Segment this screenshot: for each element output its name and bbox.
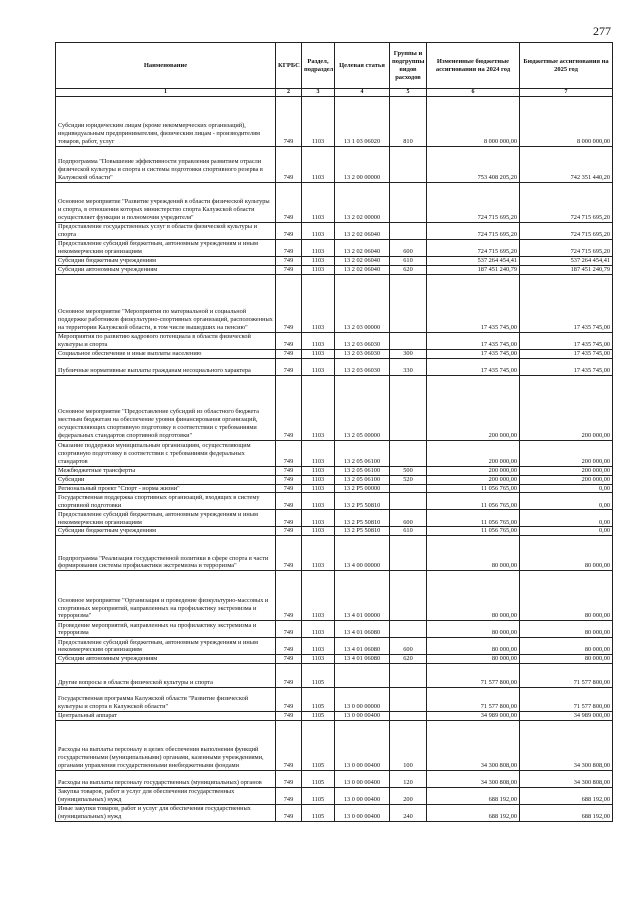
column-number: 2 <box>276 89 302 97</box>
row-section: 1103 <box>302 257 335 266</box>
row-amount-2025: 80 000,00 <box>520 571 613 621</box>
header-groups: Группы и подгруппы видов расходов <box>390 43 427 89</box>
row-section: 1103 <box>302 183 335 223</box>
table-row <box>56 332 613 349</box>
row-amount-2025: 688 192,00 <box>520 805 613 822</box>
row-kgrbs: 749 <box>276 349 302 358</box>
row-name: Проведение мероприятий, направленных на профилактику экстремизма и терроризма <box>56 621 276 638</box>
row-amount-2025: 71 577 800,00 <box>520 664 613 688</box>
row-kgrbs: 749 <box>276 510 302 527</box>
row-amount-2025: 0,00 <box>520 510 613 527</box>
row-kgrbs: 749 <box>276 332 302 349</box>
row-amount-2024: 724 715 695,20 <box>427 240 520 257</box>
row-group: 200 <box>390 788 427 805</box>
row-group: 610 <box>390 527 427 536</box>
table-row <box>56 712 613 721</box>
row-group: 620 <box>390 655 427 664</box>
row-kgrbs: 749 <box>276 638 302 655</box>
row-kgrbs: 749 <box>276 721 302 771</box>
row-name: Предоставление субсидий бюджетным, автономным учреждениям и иным некоммерческим организациям <box>56 638 276 655</box>
row-amount-2025: 187 451 240,79 <box>520 265 613 274</box>
header-name: Наименование <box>56 43 276 89</box>
row-amount-2025: 724 715 695,20 <box>520 223 613 240</box>
row-kgrbs: 749 <box>276 466 302 475</box>
row-group <box>390 223 427 240</box>
row-target: 13 4 00 00000 <box>335 536 390 571</box>
row-name: Другие вопросы в области физической культуры и спорта <box>56 664 276 688</box>
row-amount-2024: 80 000,00 <box>427 655 520 664</box>
row-kgrbs: 749 <box>276 527 302 536</box>
row-amount-2024: 724 715 695,20 <box>427 223 520 240</box>
row-section: 1105 <box>302 688 335 712</box>
table-row <box>56 97 613 147</box>
row-group <box>390 571 427 621</box>
row-target: 13 2 P5 00000 <box>335 484 390 493</box>
row-target: 13 4 01 06080 <box>335 638 390 655</box>
row-amount-2024: 200 000,00 <box>427 466 520 475</box>
table-row <box>56 510 613 527</box>
row-amount-2025: 200 000,00 <box>520 440 613 466</box>
row-section: 1103 <box>302 349 335 358</box>
table-row <box>56 147 613 183</box>
budget-table <box>55 42 613 822</box>
row-section: 1103 <box>302 440 335 466</box>
row-target: 13 4 01 00000 <box>335 571 390 621</box>
row-group: 240 <box>390 805 427 822</box>
row-kgrbs: 749 <box>276 265 302 274</box>
row-name: Субсидии бюджетным учреждениям <box>56 257 276 266</box>
row-section: 1103 <box>302 536 335 571</box>
row-kgrbs: 749 <box>276 183 302 223</box>
table-row <box>56 440 613 466</box>
row-name: Центральный аппарат <box>56 712 276 721</box>
row-amount-2025: 0,00 <box>520 493 613 510</box>
row-section: 1103 <box>302 97 335 147</box>
row-group <box>390 332 427 349</box>
row-kgrbs: 749 <box>276 688 302 712</box>
table-row <box>56 274 613 332</box>
row-name: Подпрограмма "Повышение эффективности управления развитием отрасли физической культуры и спорта и системы подготовки спортивного резерва в Калужской области" <box>56 147 276 183</box>
row-name: Субсидии бюджетным учреждениям <box>56 527 276 536</box>
row-target: 13 2 03 06030 <box>335 358 390 375</box>
table-row <box>56 688 613 712</box>
row-name: Субсидии автономным учреждениям <box>56 655 276 664</box>
row-amount-2025: 80 000,00 <box>520 536 613 571</box>
row-kgrbs: 749 <box>276 493 302 510</box>
row-kgrbs: 749 <box>276 788 302 805</box>
row-amount-2025: 34 989 000,00 <box>520 712 613 721</box>
row-amount-2025: 537 264 454,41 <box>520 257 613 266</box>
row-section: 1103 <box>302 638 335 655</box>
row-name: Основное мероприятие "Мероприятия по материальной и социальной поддержке работников физкультурно-спортивных организаций, расположенных на территории Калужской области, в том числе вышедших на пенсию" <box>56 274 276 332</box>
row-target: 13 4 01 06080 <box>335 621 390 638</box>
row-amount-2024: 34 300 808,00 <box>427 721 520 771</box>
row-amount-2024: 71 577 800,00 <box>427 664 520 688</box>
row-kgrbs: 749 <box>276 274 302 332</box>
row-amount-2025: 200 000,00 <box>520 475 613 484</box>
row-target: 13 2 02 00000 <box>335 183 390 223</box>
table-row <box>56 265 613 274</box>
row-group <box>390 274 427 332</box>
table-row <box>56 493 613 510</box>
row-kgrbs: 749 <box>276 621 302 638</box>
row-kgrbs: 749 <box>276 571 302 621</box>
row-name: Мероприятия по развитию кадрового потенциала в области физической культуры и спорта <box>56 332 276 349</box>
column-number-row <box>56 89 613 97</box>
row-group <box>390 484 427 493</box>
table-row <box>56 536 613 571</box>
row-section: 1105 <box>302 664 335 688</box>
row-amount-2024: 200 000,00 <box>427 475 520 484</box>
column-number: 1 <box>56 89 276 97</box>
row-kgrbs: 749 <box>276 655 302 664</box>
table-row <box>56 475 613 484</box>
row-target: 13 2 02 06040 <box>335 257 390 266</box>
row-group: 520 <box>390 475 427 484</box>
row-amount-2024: 34 300 808,00 <box>427 771 520 788</box>
row-section: 1103 <box>302 527 335 536</box>
row-amount-2025: 688 192,00 <box>520 788 613 805</box>
table-row <box>56 466 613 475</box>
row-amount-2025: 0,00 <box>520 484 613 493</box>
header-kgrbs: КГРБС <box>276 43 302 89</box>
table-row <box>56 664 613 688</box>
row-group: 120 <box>390 771 427 788</box>
row-name: Подпрограмма "Реализация государственной политики в сфере спорта в части формирования системы профилактики экстремизма и терроризма" <box>56 536 276 571</box>
row-section: 1103 <box>302 571 335 621</box>
row-section: 1103 <box>302 493 335 510</box>
row-amount-2025: 742 351 440,20 <box>520 147 613 183</box>
row-amount-2025: 80 000,00 <box>520 655 613 664</box>
row-amount-2024: 537 264 454,41 <box>427 257 520 266</box>
row-section: 1103 <box>302 332 335 349</box>
row-amount-2025: 80 000,00 <box>520 638 613 655</box>
row-name: Субсидии <box>56 475 276 484</box>
row-target: 13 2 03 06030 <box>335 332 390 349</box>
row-group: 600 <box>390 240 427 257</box>
row-kgrbs: 749 <box>276 223 302 240</box>
row-amount-2025: 34 300 808,00 <box>520 721 613 771</box>
row-name: Государственная поддержка спортивных организаций, входящих в систему спортивной подготовки <box>56 493 276 510</box>
row-kgrbs: 749 <box>276 440 302 466</box>
row-amount-2025: 80 000,00 <box>520 621 613 638</box>
row-kgrbs: 749 <box>276 805 302 822</box>
row-amount-2024: 200 000,00 <box>427 440 520 466</box>
column-number: 6 <box>427 89 520 97</box>
row-section: 1103 <box>302 274 335 332</box>
row-group <box>390 147 427 183</box>
row-name: Закупка товаров, работ и услуг для обеспечения государственных (муниципальных) нужд <box>56 788 276 805</box>
row-group: 810 <box>390 97 427 147</box>
row-kgrbs: 749 <box>276 375 302 440</box>
row-target: 13 0 00 00400 <box>335 788 390 805</box>
row-kgrbs: 749 <box>276 257 302 266</box>
row-amount-2025: 0,00 <box>520 527 613 536</box>
row-name: Оказание поддержки муниципальным организациям, осуществляющим спортивную подготовку в соответствии с требованиями федеральных стандартов <box>56 440 276 466</box>
table-row <box>56 358 613 375</box>
table-row <box>56 223 613 240</box>
row-section: 1105 <box>302 721 335 771</box>
table-row <box>56 805 613 822</box>
row-name: Региональный проект "Спорт - норма жизни" <box>56 484 276 493</box>
row-group <box>390 440 427 466</box>
row-kgrbs: 749 <box>276 147 302 183</box>
budget-table-body <box>56 97 613 822</box>
row-target: 13 2 03 00000 <box>335 274 390 332</box>
row-group: 330 <box>390 358 427 375</box>
row-group <box>390 375 427 440</box>
row-name: Предоставление субсидий бюджетным, автономным учреждениям и иным некоммерческим организациям <box>56 240 276 257</box>
row-group <box>390 621 427 638</box>
row-target <box>335 664 390 688</box>
header-section: Раздел, подраздел <box>302 43 335 89</box>
row-amount-2024: 11 056 765,00 <box>427 484 520 493</box>
row-group <box>390 493 427 510</box>
table-row <box>56 257 613 266</box>
row-kgrbs: 749 <box>276 771 302 788</box>
row-amount-2025: 17 435 745,00 <box>520 358 613 375</box>
table-row <box>56 788 613 805</box>
row-group: 600 <box>390 510 427 527</box>
table-row <box>56 638 613 655</box>
row-group: 600 <box>390 638 427 655</box>
row-amount-2025: 724 715 695,20 <box>520 183 613 223</box>
row-section: 1103 <box>302 223 335 240</box>
table-row <box>56 484 613 493</box>
table-row <box>56 375 613 440</box>
row-name: Иные закупки товаров, работ и услуг для обеспечения государственных (муниципальных) нужд <box>56 805 276 822</box>
row-name: Государственная программа Калужской области "Развитие физической культуры и спорта в Калужской области" <box>56 688 276 712</box>
row-amount-2025: 17 435 745,00 <box>520 349 613 358</box>
row-section: 1103 <box>302 147 335 183</box>
row-target: 13 2 02 06040 <box>335 240 390 257</box>
row-target: 13 0 00 00000 <box>335 688 390 712</box>
row-target: 13 2 P5 50810 <box>335 510 390 527</box>
row-kgrbs: 749 <box>276 664 302 688</box>
row-group <box>390 536 427 571</box>
row-name: Расходы на выплаты персоналу государственных (муниципальных) органов <box>56 771 276 788</box>
row-amount-2024: 34 989 000,00 <box>427 712 520 721</box>
row-section: 1103 <box>302 240 335 257</box>
row-section: 1105 <box>302 771 335 788</box>
row-target: 13 2 00 00000 <box>335 147 390 183</box>
row-kgrbs: 749 <box>276 240 302 257</box>
table-row <box>56 621 613 638</box>
row-amount-2024: 8 000 000,00 <box>427 97 520 147</box>
row-target: 13 1 03 06020 <box>335 97 390 147</box>
row-target: 13 2 05 06100 <box>335 440 390 466</box>
row-section: 1103 <box>302 510 335 527</box>
row-section: 1103 <box>302 265 335 274</box>
row-name: Социальное обеспечение и иные выплаты населению <box>56 349 276 358</box>
row-section: 1103 <box>302 466 335 475</box>
table-row <box>56 349 613 358</box>
row-amount-2024: 80 000,00 <box>427 536 520 571</box>
row-group: 620 <box>390 265 427 274</box>
row-target: 13 2 P5 50810 <box>335 527 390 536</box>
column-number: 4 <box>335 89 390 97</box>
row-kgrbs: 749 <box>276 475 302 484</box>
page-number: 277 <box>593 24 611 38</box>
row-amount-2024: 11 056 765,00 <box>427 493 520 510</box>
row-section: 1103 <box>302 375 335 440</box>
row-group <box>390 664 427 688</box>
row-name: Расходы на выплаты персоналу в целях обеспечения выполнения функций государственными (муниципальными) органами, казенными учреждениями, органами управления государственными внебюджетными фондами <box>56 721 276 771</box>
column-number: 7 <box>520 89 613 97</box>
row-amount-2025: 34 300 808,00 <box>520 771 613 788</box>
table-row <box>56 655 613 664</box>
row-amount-2024: 200 000,00 <box>427 375 520 440</box>
row-name: Основное мероприятие "Развитие учреждений в области физической культуры и спорта, в отношении которых министерство спорта Калужской области осуществляет функции и полномочия учредителя" <box>56 183 276 223</box>
row-target: 13 0 00 00400 <box>335 771 390 788</box>
row-section: 1105 <box>302 788 335 805</box>
row-group: 300 <box>390 349 427 358</box>
row-name: Межбюджетные трансферты <box>56 466 276 475</box>
row-group: 610 <box>390 257 427 266</box>
row-kgrbs: 749 <box>276 97 302 147</box>
row-amount-2024: 80 000,00 <box>427 638 520 655</box>
row-target: 13 0 00 00400 <box>335 721 390 771</box>
row-amount-2024: 17 435 745,00 <box>427 274 520 332</box>
row-amount-2024: 17 435 745,00 <box>427 332 520 349</box>
row-amount-2024: 11 056 765,00 <box>427 510 520 527</box>
row-amount-2025: 200 000,00 <box>520 466 613 475</box>
row-group <box>390 712 427 721</box>
header-2024: Измененные бюджетные ассигнования на 2024 год <box>427 43 520 89</box>
row-target: 13 4 01 06080 <box>335 655 390 664</box>
row-group <box>390 183 427 223</box>
row-target: 13 2 05 06100 <box>335 466 390 475</box>
row-name: Предоставление субсидий бюджетным, автономным учреждениям и иным некоммерческим организациям <box>56 510 276 527</box>
row-name: Субсидии юридическим лицам (кроме некоммерческих организаций), индивидуальным предпринимателям, физическим лицам - производителям товаров, работ, услуг <box>56 97 276 147</box>
column-number: 3 <box>302 89 335 97</box>
row-amount-2025: 8 000 000,00 <box>520 97 613 147</box>
row-amount-2024: 187 451 240,79 <box>427 265 520 274</box>
row-group: 100 <box>390 721 427 771</box>
row-name: Основное мероприятие "Предоставление субсидий из областного бюджета местным бюджетам на обеспечение уровня финансирования организаций, осуществляющих спортивную подготовку в соответствии с требованиями федеральных стандартов спортивной подготовки" <box>56 375 276 440</box>
row-target: 13 0 00 00400 <box>335 805 390 822</box>
column-number: 5 <box>390 89 427 97</box>
row-target: 13 2 02 06040 <box>335 223 390 240</box>
row-kgrbs: 749 <box>276 484 302 493</box>
row-kgrbs: 749 <box>276 536 302 571</box>
row-amount-2024: 17 435 745,00 <box>427 358 520 375</box>
row-target: 13 2 05 06100 <box>335 475 390 484</box>
row-target: 13 2 03 06030 <box>335 349 390 358</box>
row-amount-2024: 71 577 800,00 <box>427 688 520 712</box>
row-group <box>390 688 427 712</box>
row-section: 1103 <box>302 358 335 375</box>
row-section: 1103 <box>302 475 335 484</box>
row-name: Субсидии автономным учреждениям <box>56 265 276 274</box>
row-amount-2024: 80 000,00 <box>427 571 520 621</box>
row-name: Публичные нормативные выплаты гражданам несоциального характера <box>56 358 276 375</box>
row-section: 1105 <box>302 805 335 822</box>
table-row <box>56 183 613 223</box>
table-row <box>56 527 613 536</box>
row-target: 13 2 05 00000 <box>335 375 390 440</box>
row-amount-2024: 17 435 745,00 <box>427 349 520 358</box>
row-amount-2025: 200 000,00 <box>520 375 613 440</box>
header-row <box>56 43 613 89</box>
row-section: 1103 <box>302 484 335 493</box>
header-target: Целевая статья <box>335 43 390 89</box>
row-kgrbs: 749 <box>276 712 302 721</box>
row-target: 13 2 02 06040 <box>335 265 390 274</box>
table-row <box>56 240 613 257</box>
row-section: 1103 <box>302 655 335 664</box>
row-name: Предоставление государственных услуг в области физической культуры и спорта <box>56 223 276 240</box>
row-amount-2024: 688 192,00 <box>427 788 520 805</box>
row-amount-2024: 753 408 205,20 <box>427 147 520 183</box>
row-section: 1103 <box>302 621 335 638</box>
header-2025: Бюджетные ассигнования на 2025 год <box>520 43 613 89</box>
row-section: 1105 <box>302 712 335 721</box>
row-target: 13 2 P5 50810 <box>335 493 390 510</box>
table-row <box>56 571 613 621</box>
row-group: 500 <box>390 466 427 475</box>
row-target: 13 0 00 00400 <box>335 712 390 721</box>
row-kgrbs: 749 <box>276 358 302 375</box>
row-amount-2024: 11 056 765,00 <box>427 527 520 536</box>
row-amount-2024: 80 000,00 <box>427 621 520 638</box>
table-row <box>56 771 613 788</box>
row-amount-2025: 71 577 800,00 <box>520 688 613 712</box>
row-amount-2024: 724 715 695,20 <box>427 183 520 223</box>
row-name: Основное мероприятие "Организация и проведение физкультурно-массовых и спортивных мероприятий, направленных на профилактику экстремизма и терроризма" <box>56 571 276 621</box>
table-row <box>56 721 613 771</box>
row-amount-2024: 688 192,00 <box>427 805 520 822</box>
row-amount-2025: 17 435 745,00 <box>520 332 613 349</box>
row-amount-2025: 724 715 695,20 <box>520 240 613 257</box>
row-amount-2025: 17 435 745,00 <box>520 274 613 332</box>
